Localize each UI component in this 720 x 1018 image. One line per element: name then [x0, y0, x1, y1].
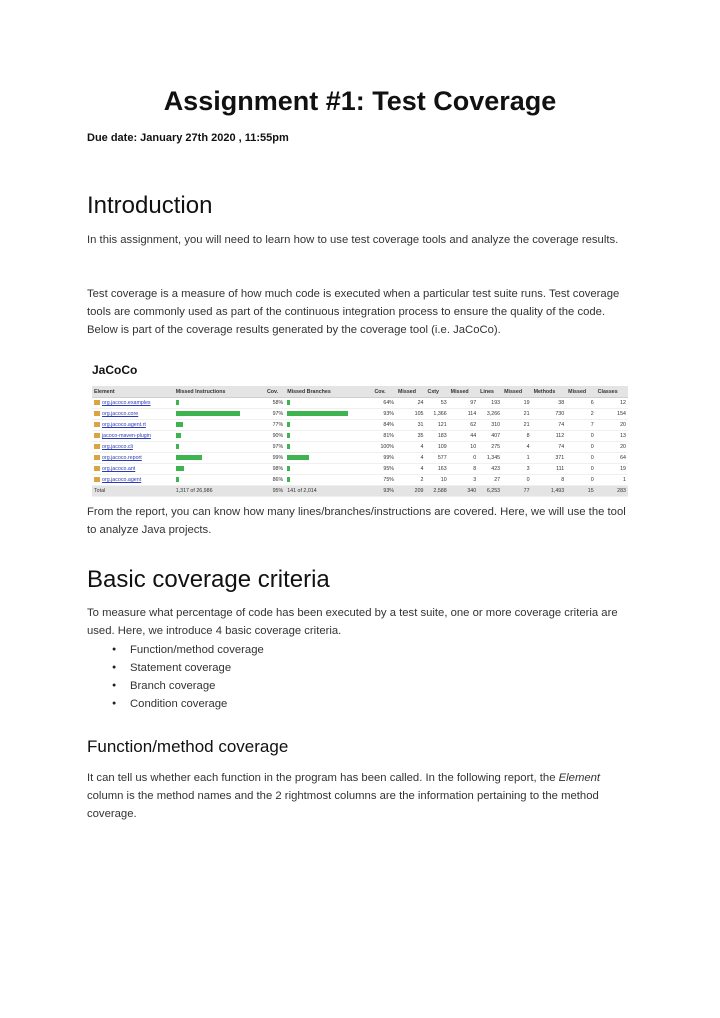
count-cell: 19 — [502, 398, 531, 409]
total-count-cell: 77 — [502, 486, 531, 497]
column-header[interactable]: Cxty — [426, 386, 449, 398]
coverage-bar — [176, 444, 179, 449]
coverage-bar — [287, 455, 309, 460]
missed-branches-bar-cell — [285, 431, 372, 442]
count-cell: 53 — [426, 398, 449, 409]
missed-instructions-bar-cell — [174, 442, 265, 453]
column-header[interactable]: Missed — [396, 386, 425, 398]
count-cell: 74 — [532, 420, 567, 431]
count-cell: 8 — [532, 475, 567, 486]
missed-branches-bar-cell — [285, 398, 372, 409]
branch-coverage-cell: 81% — [372, 431, 396, 442]
instruction-coverage-cell: 98% — [265, 464, 285, 475]
function-paragraph-part-2: column is the method names and the 2 rightmost columns are the information pertaining to the method coverage. — [87, 790, 599, 820]
count-cell: 3 — [502, 464, 531, 475]
function-paragraph — [87, 769, 637, 823]
element-link[interactable]: org.jacoco.report — [102, 455, 142, 461]
count-cell: 423 — [478, 464, 502, 475]
count-cell: 20 — [596, 420, 628, 431]
column-header[interactable]: Methods — [532, 386, 567, 398]
count-cell: 0 — [566, 475, 595, 486]
count-cell: 0 — [502, 475, 531, 486]
package-icon — [94, 477, 100, 482]
element-link[interactable]: org.jacoco.examples — [102, 400, 151, 406]
instruction-coverage-cell: 77% — [265, 420, 285, 431]
element-cell[interactable] — [92, 442, 174, 453]
column-header[interactable]: Lines — [478, 386, 502, 398]
count-cell: 193 — [478, 398, 502, 409]
coverage-bar — [287, 400, 290, 405]
count-cell: 97 — [449, 398, 478, 409]
count-cell: 112 — [532, 431, 567, 442]
count-cell: 2 — [396, 475, 425, 486]
element-link[interactable]: org.jacoco.cli — [102, 444, 133, 450]
element-link[interactable]: org.jacoco.ant — [102, 466, 136, 472]
missed-instructions-bar-cell — [174, 398, 265, 409]
branch-coverage-cell: 64% — [372, 398, 396, 409]
count-cell: 19 — [596, 464, 628, 475]
package-icon — [94, 433, 100, 438]
branch-coverage-cell: 75% — [372, 475, 396, 486]
criteria-list — [87, 641, 264, 713]
table-row — [92, 453, 628, 464]
count-cell: 27 — [478, 475, 502, 486]
list-item: ● Branch coverage — [87, 677, 264, 695]
count-cell: 31 — [396, 420, 425, 431]
table-row — [92, 442, 628, 453]
count-cell: 4 — [396, 464, 425, 475]
column-header[interactable]: Element — [92, 386, 174, 398]
missed-instructions-bar-cell — [174, 420, 265, 431]
count-cell: 74 — [532, 442, 567, 453]
count-cell: 109 — [426, 442, 449, 453]
count-cell: 310 — [478, 420, 502, 431]
column-header[interactable]: Classes — [596, 386, 628, 398]
total-missed-instructions: 1,317 of 26,986 — [174, 486, 265, 497]
element-link[interactable]: org.jacoco.agent.rt — [102, 422, 146, 428]
list-item: ● Function/method coverage — [87, 641, 264, 659]
count-cell: 3 — [449, 475, 478, 486]
count-cell: 577 — [426, 453, 449, 464]
missed-instructions-bar-cell — [174, 431, 265, 442]
count-cell: 121 — [426, 420, 449, 431]
coverage-bar — [287, 411, 348, 416]
coverage-bar — [176, 400, 179, 405]
count-cell: 10 — [426, 475, 449, 486]
count-cell: 10 — [449, 442, 478, 453]
table-total-row — [92, 486, 628, 497]
package-icon — [94, 400, 100, 405]
count-cell: 12 — [596, 398, 628, 409]
coverage-bar — [287, 422, 290, 427]
branch-coverage-cell: 95% — [372, 464, 396, 475]
intro-paragraph-3: From the report, you can know how many lines/branches/instructions are covered. Here, we will use the tool to analyze Java projects. — [87, 506, 626, 536]
missed-branches-bar-cell — [285, 464, 372, 475]
coverage-bar — [287, 444, 290, 449]
total-count-cell: 15 — [566, 486, 595, 497]
list-item: ● Condition coverage — [87, 695, 264, 713]
package-icon — [94, 411, 100, 416]
missed-instructions-bar-cell — [174, 453, 265, 464]
branch-coverage-cell: 99% — [372, 453, 396, 464]
count-cell: 105 — [396, 409, 425, 420]
column-header[interactable]: Cov. — [265, 386, 285, 398]
count-cell: 8 — [502, 431, 531, 442]
count-cell: 0 — [566, 464, 595, 475]
column-header[interactable]: Cov. — [372, 386, 396, 398]
coverage-bar — [176, 477, 179, 482]
due-date: Due date: January 27th 2020 , 11:55pm — [87, 132, 289, 144]
element-cell[interactable] — [92, 409, 174, 420]
total-count-cell: 2,588 — [426, 486, 449, 497]
criteria-paragraph: To measure what percentage of code has been executed by a test suite, one or more coverage criteria are used. Here, we introduce 4 basic coverage criteria. — [87, 607, 618, 637]
missed-branches-bar-cell — [285, 453, 372, 464]
missed-branches-bar-cell — [285, 420, 372, 431]
count-cell: 1,366 — [426, 409, 449, 420]
element-cell[interactable] — [92, 453, 174, 464]
instruction-coverage-cell: 86% — [265, 475, 285, 486]
count-cell: 35 — [396, 431, 425, 442]
count-cell: 0 — [566, 442, 595, 453]
table-row — [92, 431, 628, 442]
element-emphasis: Element — [558, 772, 601, 784]
count-cell: 13 — [596, 431, 628, 442]
total-count-cell: 209 — [396, 486, 425, 497]
count-cell: 20 — [596, 442, 628, 453]
total-count-cell: 1,493 — [532, 486, 567, 497]
package-icon — [94, 455, 100, 460]
total-missed-branches: 141 of 2,014 — [285, 486, 372, 497]
count-cell: 64 — [596, 453, 628, 464]
count-cell: 1,345 — [478, 453, 502, 464]
missed-instructions-bar-cell — [174, 409, 265, 420]
table-row — [92, 464, 628, 475]
count-cell: 154 — [596, 409, 628, 420]
table-row — [92, 409, 628, 420]
list-item: ● Statement coverage — [87, 659, 264, 677]
count-cell: 38 — [532, 398, 567, 409]
coverage-bar — [176, 422, 183, 427]
missed-branches-bar-cell — [285, 442, 372, 453]
count-cell: 183 — [426, 431, 449, 442]
table-body — [92, 398, 628, 497]
branch-coverage-cell: 84% — [372, 420, 396, 431]
column-header[interactable]: Missed Branches — [285, 386, 372, 398]
total-instruction-coverage: 95% — [265, 486, 285, 497]
table-row — [92, 420, 628, 431]
table-row — [92, 475, 628, 486]
branch-coverage-cell: 100% — [372, 442, 396, 453]
count-cell: 371 — [532, 453, 567, 464]
count-cell: 8 — [449, 464, 478, 475]
missed-branches-bar-cell — [285, 475, 372, 486]
coverage-bar — [176, 455, 202, 460]
intro-paragraph-1: In this assignment, you will need to learn how to use test coverage tools and analyze the coverage results. — [87, 234, 619, 246]
instruction-coverage-cell: 90% — [265, 431, 285, 442]
intro-heading: Introduction — [87, 192, 213, 219]
element-cell[interactable] — [92, 398, 174, 409]
count-cell: 4 — [396, 453, 425, 464]
count-cell: 3,266 — [478, 409, 502, 420]
function-heading: Function/method coverage — [87, 737, 289, 756]
coverage-bar — [287, 477, 290, 482]
package-icon — [94, 444, 100, 449]
count-cell: 21 — [502, 409, 531, 420]
element-link[interactable]: org.jacoco.agent — [102, 477, 142, 483]
element-cell[interactable] — [92, 431, 174, 442]
instruction-coverage-cell: 99% — [265, 453, 285, 464]
count-cell: 44 — [449, 431, 478, 442]
total-count-cell: 283 — [596, 486, 628, 497]
branch-coverage-cell: 93% — [372, 409, 396, 420]
element-cell[interactable] — [92, 420, 174, 431]
table-header-row — [92, 386, 628, 398]
function-paragraph-part-1: It can tell us whether each function in the program has been called. In the following report, the — [87, 772, 559, 784]
count-cell: 163 — [426, 464, 449, 475]
count-cell: 275 — [478, 442, 502, 453]
column-header[interactable]: Missed — [566, 386, 595, 398]
count-cell: 24 — [396, 398, 425, 409]
criteria-heading: Basic coverage criteria — [87, 566, 330, 593]
package-icon — [94, 422, 100, 427]
table-row — [92, 398, 628, 409]
total-count-cell: 6,253 — [478, 486, 502, 497]
count-cell: 0 — [449, 453, 478, 464]
count-cell: 111 — [532, 464, 567, 475]
count-cell: 1 — [596, 475, 628, 486]
total-count-cell: 340 — [449, 486, 478, 497]
instruction-coverage-cell: 97% — [265, 442, 285, 453]
count-cell: 730 — [532, 409, 567, 420]
coverage-bar — [287, 466, 290, 471]
count-cell: 62 — [449, 420, 478, 431]
count-cell: 7 — [566, 420, 595, 431]
element-cell[interactable] — [92, 475, 174, 486]
intro-paragraph-2: Test coverage is a measure of how much code is executed when a particular test suite runs. Test coverage tools are commonly used as part of the continuous integration process to ensure the quality of the code. Below is part of the coverage results generated by the coverage tool (i.e. JaCoCo). — [87, 288, 620, 336]
missed-instructions-bar-cell — [174, 475, 265, 486]
instruction-coverage-cell: 97% — [265, 409, 285, 420]
column-header[interactable]: Missed — [449, 386, 478, 398]
count-cell: 4 — [396, 442, 425, 453]
package-icon — [94, 466, 100, 471]
element-cell[interactable] — [92, 464, 174, 475]
count-cell: 407 — [478, 431, 502, 442]
jacoco-coverage-table — [92, 386, 628, 497]
column-header[interactable]: Missed — [502, 386, 531, 398]
count-cell: 6 — [566, 398, 595, 409]
count-cell: 114 — [449, 409, 478, 420]
count-cell: 2 — [566, 409, 595, 420]
count-cell: 0 — [566, 453, 595, 464]
element-link[interactable]: jacoco-maven-plugin — [102, 433, 151, 439]
count-cell: 21 — [502, 420, 531, 431]
coverage-bar — [176, 466, 184, 471]
instruction-coverage-cell: 58% — [265, 398, 285, 409]
coverage-bar — [287, 433, 290, 438]
document-title: Assignment #1: Test Coverage — [163, 86, 557, 116]
total-label: Total — [92, 486, 174, 497]
element-link[interactable]: org.jacoco.core — [102, 411, 139, 417]
missed-branches-bar-cell — [285, 409, 372, 420]
jacoco-label: JaCoCo — [92, 363, 138, 377]
missed-instructions-bar-cell — [174, 464, 265, 475]
count-cell: 0 — [566, 431, 595, 442]
count-cell: 4 — [502, 442, 531, 453]
total-branch-coverage: 93% — [372, 486, 396, 497]
coverage-bar — [176, 411, 240, 416]
column-header[interactable]: Missed Instructions — [174, 386, 265, 398]
count-cell: 1 — [502, 453, 531, 464]
coverage-bar — [176, 433, 181, 438]
